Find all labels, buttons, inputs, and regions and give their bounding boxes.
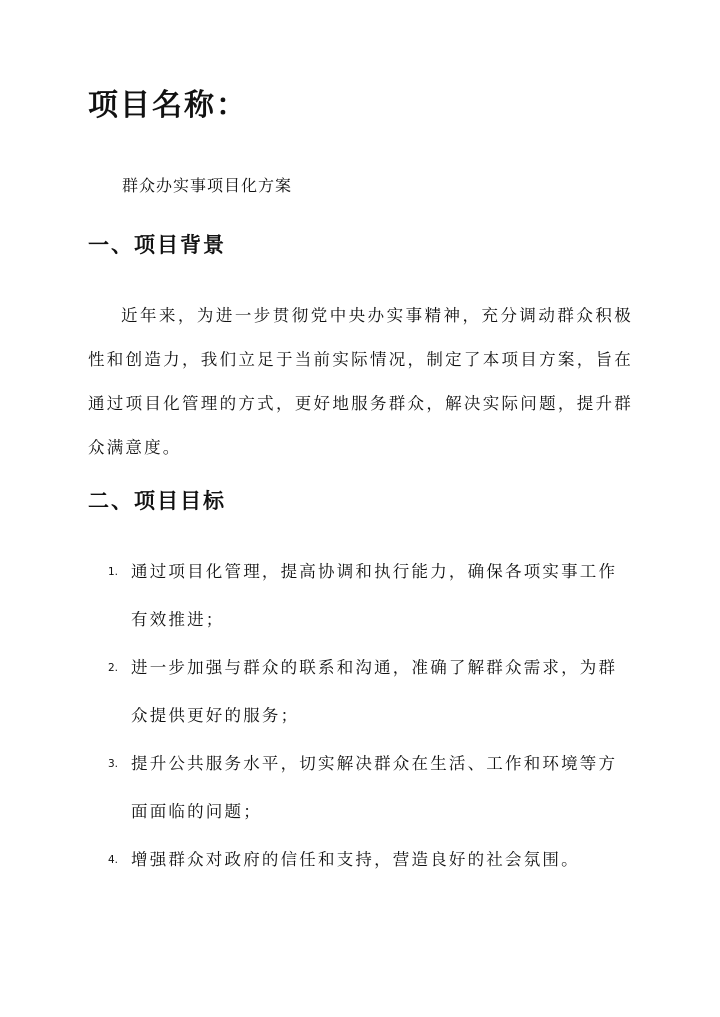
list-item-text: 进一步加强与群众的联系和沟通，准确了解群众需求，为群众提供更好的服务； (131, 658, 618, 725)
list-item-text: 提升公共服务水平，切实解决群众在生活、工作和环境等方面面临的问题； (131, 754, 618, 821)
project-name: 群众办实事项目化方案 (122, 176, 293, 195)
list-item-number: 4. (108, 854, 119, 866)
section-heading-goals: 二、项目目标 (88, 488, 226, 513)
section-heading-background: 一、项目背景 (88, 232, 226, 257)
list-item-text: 通过项目化管理，提高协调和执行能力，确保各项实事工作有效推进； (131, 562, 618, 629)
document-title: 项目名称： (88, 88, 248, 123)
list-item-number: 3. (108, 758, 119, 770)
list-item-number: 1. (108, 566, 119, 578)
background-paragraph: 近年来，为进一步贯彻党中央办实事精神，充分调动群众积极性和创造力，我们立足于当前实际情况，制定了本项目方案，旨在通过项目化管理的方式，更好地服务群众，解决实际问题，提升群众满意度。 (88, 306, 633, 457)
list-item-text: 增强群众对政府的信任和支持，营造良好的社会氛围。 (131, 850, 580, 869)
list-item-number: 2. (108, 662, 119, 674)
